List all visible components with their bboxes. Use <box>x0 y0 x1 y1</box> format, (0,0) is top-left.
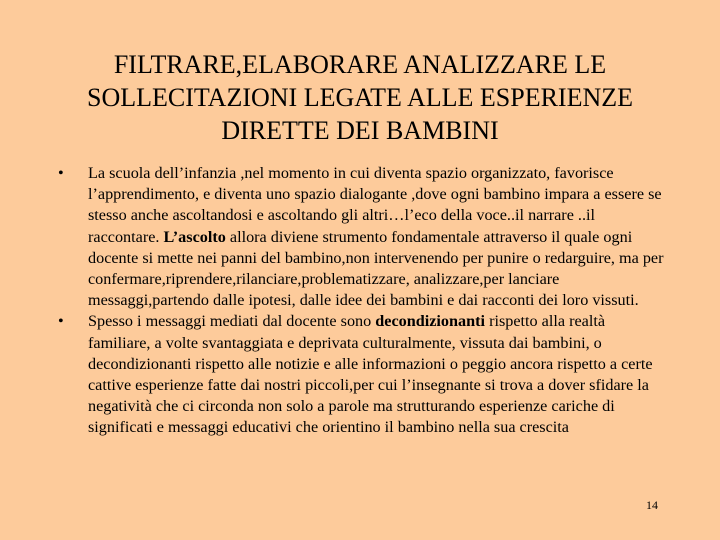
page-number: 14 <box>646 498 658 512</box>
bullet-item-decondizionanti <box>56 311 666 438</box>
bullet-marker: • <box>58 164 64 182</box>
bullet-1-text-start: La scuola dell’infanzia ,nel momento in cui diventa spazio organizzato, favorisce l’apprendimento, e diventa uno spazio dialogante ,dove ogni bambino impara a essere se stesso anche ascoltandosi e ascoltando gli altri…l’eco della voce..il narrare ..il raccontare. <box>88 164 662 246</box>
bullet-list <box>56 163 666 439</box>
bullet-1-text-end: allora diviene strumento fondamentale attraverso il quale ogni docente si mette nei panni del bambino,non intervenendo per punire o redarguire, ma per confermare,riprendere,rilanciare,problematizzare, analizzare,per lanciare messaggi,partendo dalle ipotesi, dalle idee dei bambini e dai racconti dei loro vissuti. <box>88 227 664 310</box>
bullet-2-text-end: rispetto alla realtà familiare, a volte svantaggiata e deprivata culturalmente, vissuta dai bambini, o decondizionanti rispetto alle notizie e alle informazioni o peggio ancora rispetto a certe cattive esperienze fatte dai nostri piccoli,per cui l’insegnante si trova a dover sfidare la negatività che ci circonda non solo a parole ma strutturando esperienze cariche di significati e messaggi educativi che orientino il bambino nella sua crescita <box>88 312 653 437</box>
title-line-3: DIRETTE DEI BAMBINI <box>221 116 499 145</box>
bullet-marker: • <box>58 312 64 331</box>
title-line-2: SOLLECITAZIONI LEGATE ALLE ESPERIENZE <box>87 83 633 112</box>
bullet-2-text-start: Spesso i messaggi mediati dal docente sono <box>88 312 376 331</box>
slide-title <box>40 48 680 147</box>
bullet-1-bold-term: L’ascolto <box>163 227 226 246</box>
title-line-1: FILTRARE,ELABORARE ANALIZZARE LE <box>113 50 607 79</box>
bullet-2-bold-term: decondizionanti <box>375 312 486 331</box>
bullet-item-ascolto <box>56 163 666 311</box>
